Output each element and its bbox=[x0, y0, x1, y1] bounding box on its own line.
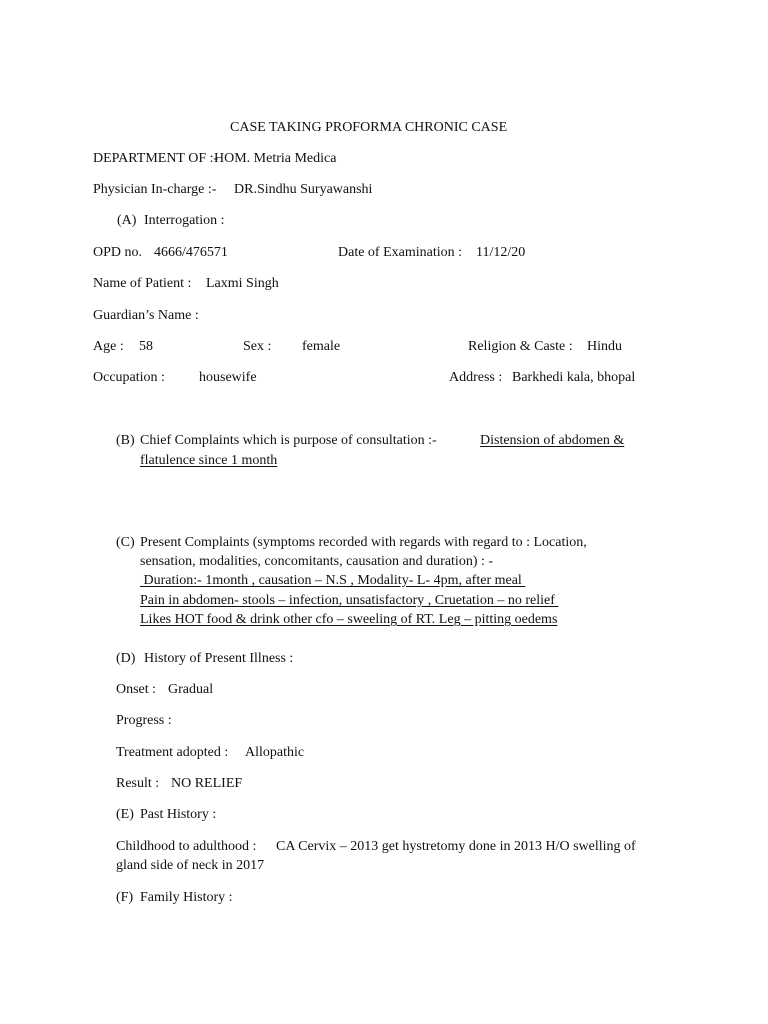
exam-date-label: Date of Examination : bbox=[338, 245, 463, 260]
section-c-title-line-1: Present Complaints (symptoms recorded with regards with regard to : Location, bbox=[140, 535, 587, 550]
physician-label: Physician In-charge :- bbox=[93, 182, 217, 197]
physician-value: DR.Sindhu Suryawanshi bbox=[234, 182, 373, 197]
section-a-title: Interrogation : bbox=[144, 213, 225, 228]
age-value: 58 bbox=[139, 339, 153, 354]
exam-date-value: 11/12/20 bbox=[476, 245, 526, 260]
age-label: Age : bbox=[93, 339, 124, 354]
childhood-value-line-1: CA Cervix – 2013 get hystretomy done in 2013 H/O swelling of bbox=[276, 839, 636, 854]
section-c-marker: (C) bbox=[116, 535, 135, 550]
address-label: Address : bbox=[449, 370, 503, 385]
section-d-title: History of Present Illness : bbox=[144, 651, 294, 666]
section-b-marker: (B) bbox=[116, 433, 135, 448]
onset-value: Gradual bbox=[168, 682, 214, 697]
occupation-value: housewife bbox=[199, 370, 257, 385]
document-title: CASE TAKING PROFORMA CHRONIC CASE bbox=[230, 120, 508, 135]
onset-label: Onset : bbox=[116, 682, 157, 697]
section-e-title: Past History : bbox=[140, 807, 217, 822]
section-b-title: Chief Complaints which is purpose of consultation :- bbox=[140, 433, 437, 448]
present-complaint-line-3: Likes HOT food & drink other cfo – sweeling of RT. Leg – pitting oedems bbox=[140, 612, 558, 627]
present-complaint-line-1: Duration:- 1month , causation – N.S , Modality- L- 4pm, after meal bbox=[140, 573, 526, 588]
section-d-marker: (D) bbox=[116, 651, 136, 666]
department-label: DEPARTMENT OF :- bbox=[93, 151, 219, 166]
opd-label: OPD no. bbox=[93, 245, 143, 260]
patient-name-label: Name of Patient : bbox=[93, 276, 192, 291]
section-f-marker: (F) bbox=[116, 890, 134, 905]
childhood-value-line-2: gland side of neck in 2017 bbox=[116, 858, 265, 873]
religion-label: Religion & Caste : bbox=[468, 339, 573, 354]
section-a-marker: (A) bbox=[117, 213, 137, 228]
sex-label: Sex : bbox=[243, 339, 272, 354]
opd-value: 4666/476571 bbox=[154, 245, 228, 260]
result-label: Result : bbox=[116, 776, 160, 791]
present-complaint-line-2: Pain in abdomen- stools – infection, unsatisfactory , Cruetation – no relief bbox=[140, 593, 559, 608]
childhood-label: Childhood to adulthood : bbox=[116, 839, 257, 854]
sex-value: female bbox=[302, 339, 341, 354]
chief-complaint-line-1: Distension of abdomen & bbox=[480, 433, 625, 448]
section-e-marker: (E) bbox=[116, 807, 134, 822]
treatment-value: Allopathic bbox=[245, 745, 305, 760]
section-c-title-line-2: sensation, modalities, concomitants, causation and duration) : - bbox=[140, 554, 494, 569]
patient-name-value: Laxmi Singh bbox=[206, 276, 279, 291]
treatment-label: Treatment adopted : bbox=[116, 745, 229, 760]
religion-value: Hindu bbox=[587, 339, 622, 354]
chief-complaint-line-2: flatulence since 1 month bbox=[140, 453, 278, 468]
result-value: NO RELIEF bbox=[171, 776, 243, 791]
occupation-label: Occupation : bbox=[93, 370, 165, 385]
progress-label: Progress : bbox=[116, 713, 172, 728]
guardian-label: Guardian’s Name : bbox=[93, 308, 199, 323]
address-value: Barkhedi kala, bhopal bbox=[512, 370, 636, 385]
section-f-title: Family History : bbox=[140, 890, 233, 905]
department-value: HOM. Metria Medica bbox=[214, 151, 337, 166]
